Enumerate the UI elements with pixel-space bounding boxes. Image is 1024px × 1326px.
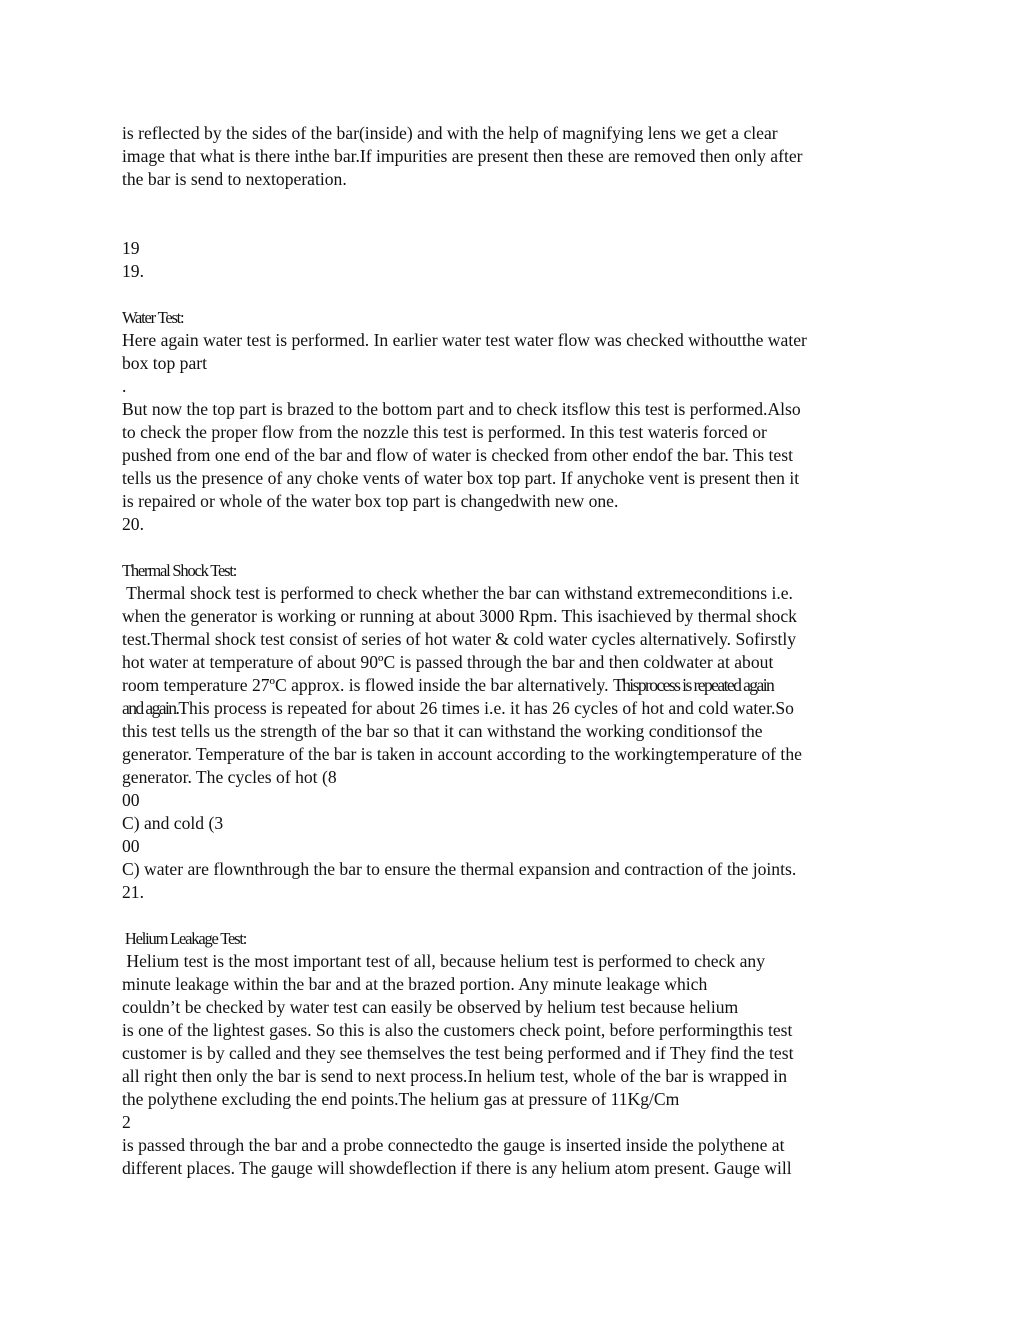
paragraph-line: Thermal shock test is performed to check whether the bar can withstand extremeconditions i.e.	[122, 583, 793, 603]
section-heading-water-test: Water Test:	[122, 308, 184, 327]
paragraph-line: to check the proper flow from the nozzle this test is performed. In this test wateris forced or	[122, 422, 767, 442]
paragraph-line: box top part	[122, 353, 208, 373]
paragraph-line: .	[122, 376, 127, 396]
paragraph-line: generator. Temperature of the bar is taken in account according to the workingtemperature of the	[122, 744, 802, 764]
page-number: 19	[122, 238, 140, 258]
paragraph-line: customer is by called and they see themselves the test being performed and if They find the test	[122, 1043, 794, 1063]
paragraph-line: all right then only the bar is send to next process.In helium test, whole of the bar is wrapped in	[122, 1066, 787, 1086]
section-number: 21.	[122, 882, 144, 902]
paragraph-line: test.Thermal shock test consist of series of hot water & cold water cycles alternatively. Sofirstly	[122, 629, 797, 649]
paragraph-line: C) and cold (3	[122, 813, 224, 833]
paragraph-line: 2	[122, 1112, 131, 1132]
paragraph-line: pushed from one end of the bar and flow of water is checked from other endof the bar. This test	[122, 445, 793, 465]
paragraph-line: 00	[122, 790, 140, 810]
section-heading-helium-leakage-test: Helium Leakage Test:	[122, 929, 247, 948]
paragraph-line: 00	[122, 836, 140, 856]
text-run: room temperature 27ºC approx. is flowed inside the bar alternatively.	[122, 675, 613, 695]
paragraph-line: is repaired or whole of the water box top part is changedwith new one.	[122, 491, 619, 511]
paragraph-line: is passed through the bar and a probe connectedto the gauge is inserted inside the polythene at	[122, 1135, 785, 1155]
blank-line	[122, 214, 912, 237]
page-text	[122, 122, 912, 1180]
paragraph-line	[122, 674, 912, 697]
section-number: 20.	[122, 514, 144, 534]
paragraph-line: the polythene excluding the end points.The helium gas at pressure of 11Kg/Cm	[122, 1089, 680, 1109]
section-number: 19.	[122, 261, 144, 281]
text-run: This process is repeated for about 26 times i.e. it has 26 cycles of hot and cold water.So	[178, 698, 794, 718]
paragraph-line: generator. The cycles of hot (8	[122, 767, 337, 787]
blank-line	[122, 191, 912, 214]
paragraph-line: Helium test is the most important test of all, because helium test is performed to check any	[122, 951, 765, 971]
paragraph-line: But now the top part is brazed to the bottom part and to check itsflow this test is performed.Also	[122, 399, 801, 419]
paragraph-line: is one of the lightest gases. So this is also the customers check point, before performingthis test	[122, 1020, 793, 1040]
blank-line	[122, 283, 912, 306]
paragraph-line	[122, 697, 912, 720]
blank-line	[122, 904, 912, 927]
paragraph-line: couldn’t be checked by water test can easily be observed by helium test because helium	[122, 997, 739, 1017]
paragraph-line: minute leakage within the bar and at the brazed portion. Any minute leakage which	[122, 974, 708, 994]
blank-line	[122, 536, 912, 559]
paragraph-line: is reflected by the sides of the bar(inside) and with the help of magnifying lens we get a clear	[122, 123, 778, 143]
paragraph-line: when the generator is working or running at about 3000 Rpm. This isachieved by thermal shock	[122, 606, 797, 626]
section-heading-thermal-shock-test: Thermal Shock Test:	[122, 561, 237, 580]
paragraph-line: the bar is send to nextoperation.	[122, 169, 347, 189]
paragraph-line: Here again water test is performed. In earlier water test water flow was checked withoutthe water	[122, 330, 807, 350]
text-run-condensed: Thisprocess is repeated again	[612, 675, 774, 695]
paragraph-line: C) water are flownthrough the bar to ensure the thermal expansion and contraction of the joints.	[122, 859, 797, 879]
text-run-condensed: and again.	[122, 698, 179, 718]
paragraph-line: different places. The gauge will showdeflection if there is any helium atom present. Gauge will	[122, 1158, 792, 1178]
paragraph-line: hot water at temperature of about 90ºC is passed through the bar and then coldwater at about	[122, 652, 774, 672]
paragraph-line: tells us the presence of any choke vents of water box top part. If anychoke vent is present then it	[122, 468, 800, 488]
paragraph-line: this test tells us the strength of the bar so that it can withstand the working conditionsof the	[122, 721, 763, 741]
paragraph-line: image that what is there inthe bar.If impurities are present then these are removed then only after	[122, 146, 803, 166]
